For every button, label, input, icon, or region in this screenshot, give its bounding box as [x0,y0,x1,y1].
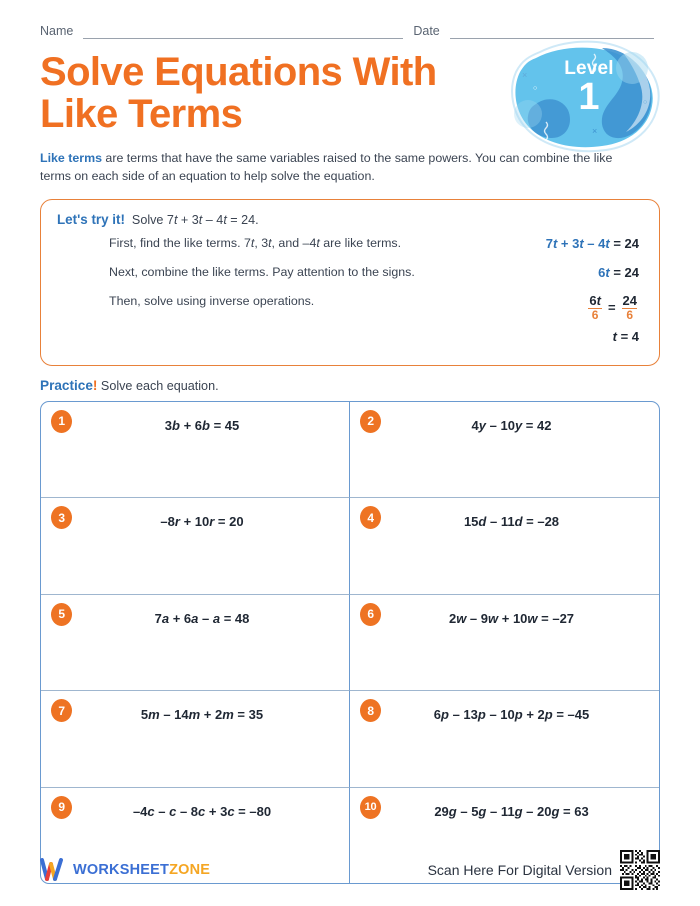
try-step-2 [57,265,643,287]
try-step-3 [57,294,643,322]
logo-word-worksheet: WORKSHEET [73,862,170,878]
problem-number-badge: 3 [51,506,72,529]
fraction-equals: = [607,300,616,316]
problem-cell-8[interactable] [350,691,659,787]
problem-equation: 15d – 11d = –28 [463,514,560,530]
try-prompt: Solve 7t + 3t – 4t = 24. [128,212,259,227]
practice-heading-bang: ! [92,377,98,393]
try-step-2-equation: 6t = 24 [598,264,639,280]
title-line-2: Like Terms [40,92,243,137]
fraction-equation [587,294,639,322]
problem-number-badge: 1 [51,410,72,433]
problem-number-badge: 9 [51,796,72,819]
problem-number-badge: 6 [360,603,381,626]
problem-equation: 6p – 13p – 10p + 2p = –45 [433,707,590,723]
intro-highlight: Like terms [40,150,102,165]
practice-heading-word: Practice [40,377,93,393]
fraction-left-denominator: 6 [588,308,603,322]
title-line-1: Solve Equations With [40,50,437,94]
problem-number-badge: 10 [360,796,381,819]
problem-number-badge: 7 [51,699,72,722]
try-final-answer-row [57,329,643,351]
svg-text:×: × [592,126,598,136]
problem-cell-4[interactable] [350,498,659,594]
svg-text:×: × [522,70,528,80]
try-steps [57,236,643,351]
name-date-row [40,0,660,39]
problem-cell-6[interactable] [350,595,659,691]
problem-cell-3[interactable] [41,498,350,594]
scan-section[interactable] [428,850,660,890]
name-input-line[interactable] [83,26,403,39]
problem-cell-7[interactable] [41,691,350,787]
fraction-right [621,294,639,322]
try-step-3-text: Then, solve using inverse operations. [109,293,315,308]
fraction-left-numerator: 6t [589,292,601,308]
problem-cell-2[interactable] [350,402,659,498]
logo-word-zone: ZONE [169,862,211,878]
level-badge [506,38,666,156]
qr-code-icon[interactable] [620,850,660,890]
practice-grid [40,401,660,884]
problem-number-badge: 4 [360,506,381,529]
title-section [40,51,660,136]
page-title [40,51,510,136]
fraction-right-denominator: 6 [622,308,637,322]
svg-text:○: ○ [533,85,538,92]
intro-rest: are terms that have the same variables raised to the same powers. You can combine the like terms on each side of an equation to help solve the equation. [40,150,613,183]
practice-heading [40,378,660,393]
footer [40,850,660,890]
try-step-1 [57,236,643,258]
try-final-spacer [57,329,493,343]
lets-try-it-box [40,199,660,366]
name-label: Name [40,24,74,38]
problem-equation: 4y – 10y = 42 [471,417,552,433]
try-step-2-text: Next, combine the like terms. Pay attention to the signs. [109,264,415,279]
scan-text: Scan Here For Digital Version [427,862,612,878]
problem-equation: 2w – 9w + 10w = –27 [448,610,575,626]
try-final-answer: t = 4 [612,328,639,344]
problem-equation: 5m – 14m + 2m = 35 [140,707,264,723]
fraction-right-numerator: 24 [622,292,637,308]
problem-equation: –4c – c – 8c + 3c = –80 [132,803,272,819]
worksheet-zone-logo[interactable] [40,858,210,882]
level-number: 1 [578,76,600,118]
svg-text:○: ○ [643,99,648,106]
try-step-1-text: First, find the like terms. 7t, 3t, and –4t are like terms. [109,235,402,250]
problem-equation: 3b + 6b = 45 [164,417,240,433]
level-word: Level [564,58,614,79]
problem-cell-5[interactable] [41,595,350,691]
logo-text [73,862,210,878]
try-heading-row [57,212,643,227]
level-badge-blob [506,38,666,156]
fraction-left [587,294,603,322]
practice-heading-rest: Solve each equation. [97,378,219,393]
problem-number-badge: 5 [51,603,72,626]
try-step-1-equation: 7t + 3t – 4t = 24 [545,235,639,251]
problem-equation: –8r + 10r = 20 [160,514,244,530]
problem-equation: 29g – 5g – 11g – 20g = 63 [434,803,589,819]
try-step-3-equation [493,294,643,322]
problem-number-badge: 8 [360,699,381,722]
problem-equation: 7a + 6a – a = 48 [154,610,250,626]
problem-cell-1[interactable] [41,402,350,498]
problem-number-badge: 2 [360,410,381,433]
date-label: Date [413,24,440,38]
try-heading: Let's try it! [57,211,125,227]
logo-w-icon [40,858,66,882]
